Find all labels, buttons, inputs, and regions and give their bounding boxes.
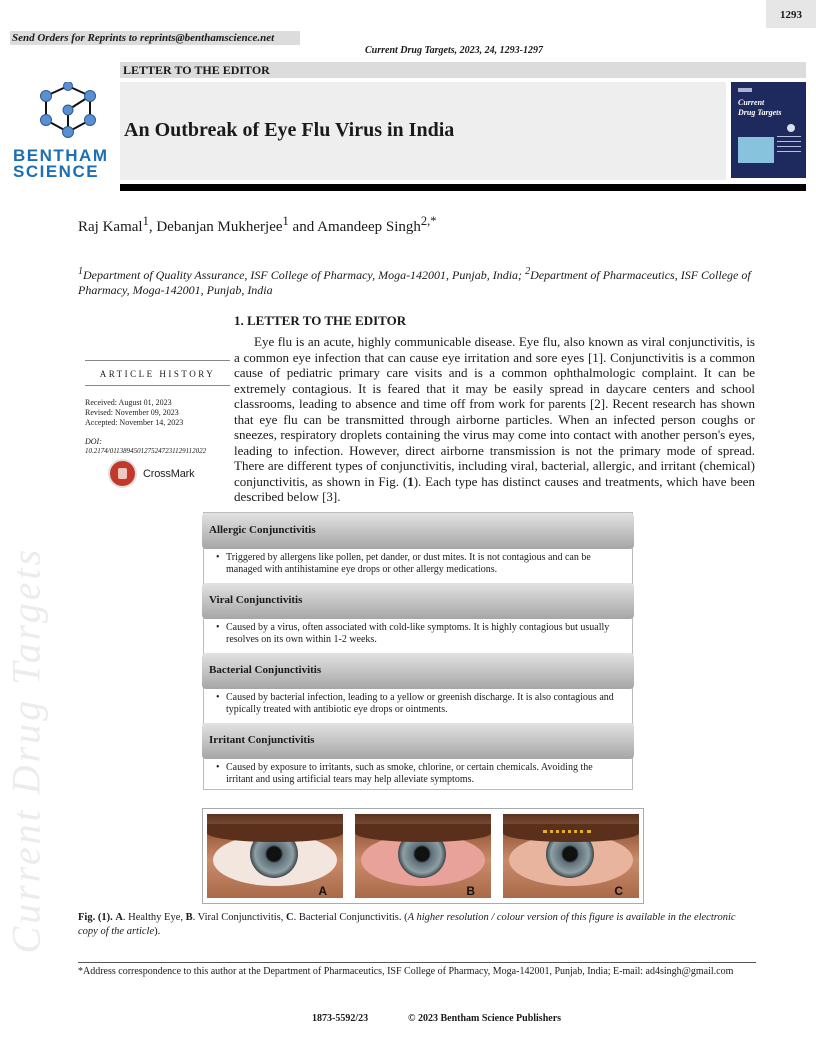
cover-seal	[787, 124, 795, 132]
caption-text: . Healthy Eye,	[122, 912, 186, 923]
conjunctivitis-card	[204, 653, 632, 716]
caption-panel-letter: B	[185, 912, 193, 923]
conjunctivitis-type-heading: Bacterial Conjunctivitis	[202, 653, 634, 689]
header-rule	[120, 184, 806, 191]
logo-wordmark	[13, 148, 117, 180]
affiliation-text: Department of Quality Assurance, ISF College of Pharmacy, Moga-142001, Punjab, India;	[83, 268, 526, 282]
caption-text: ).	[154, 926, 161, 937]
author-name: Amandeep Singh	[317, 219, 421, 235]
eye-photos-figure	[202, 808, 644, 904]
cover-title-line2: Drug Targets	[738, 108, 782, 117]
history-heading: ARTICLE HISTORY	[99, 369, 216, 379]
caption-text: . Bacterial Conjunctivitis. (	[293, 912, 408, 923]
cover-sticker	[738, 88, 752, 92]
conjunctivitis-type-description: • Caused by bacterial infection, leading to a yellow or greenish discharge. It is also contagious and typically treated with antibiotic eye drops or ointments.	[204, 689, 632, 716]
figure-reference[interactable]: 1	[407, 473, 414, 489]
reprints-notice: Send Orders for Reprints to reprints@benthamscience.net	[10, 31, 300, 45]
caption-text: . Viral Conjunctivitis,	[192, 912, 287, 923]
conjunctivitis-type-description: • Caused by a virus, often associated with cold-like symptoms. It is highly contagious but usually resolves on its own within 1-2 weeks.	[204, 619, 632, 646]
footer-issn: 1873-5592/23	[312, 1013, 369, 1024]
conjunctivitis-type-description: • Triggered by allergens like pollen, pet dander, or dust mites. It is not contagious and can be managed with antihistamine eye drops or other allergy medications.	[204, 549, 632, 576]
author-sup: 1	[142, 214, 149, 228]
conjunctivitis-type-heading: Viral Conjunctivitis	[202, 583, 634, 619]
section-heading: 1. LETTER TO THE EDITOR	[234, 313, 407, 328]
affiliations	[78, 264, 758, 298]
revised-date: Revised: November 09, 2023	[85, 408, 179, 417]
logo-line1: BENTHAM	[13, 146, 109, 165]
cover-graphic	[738, 137, 774, 163]
history-dates	[85, 398, 230, 428]
logo-line2: SCIENCE	[13, 162, 100, 181]
footer-copyright: © 2023 Bentham Science Publishers	[408, 1013, 562, 1024]
affiliation-text: Department of Pharmaceutics, ISF College of Pharmacy, Moga-142001, Punjab, India	[78, 268, 751, 297]
panel-label: B	[466, 884, 475, 898]
article-title: An Outbreak of Eye Flu Virus in India	[124, 119, 455, 141]
conjunctivitis-card	[204, 723, 632, 786]
bentham-logo	[10, 82, 114, 182]
conjunctivitis-type-heading: Allergic Conjunctivitis	[202, 513, 634, 549]
eye-photo-bacterial	[503, 814, 639, 898]
journal-volume: 24	[484, 45, 495, 56]
crossmark-icon	[108, 459, 137, 488]
author-list	[78, 214, 436, 236]
journal-cover	[731, 82, 806, 178]
received-date: Received: August 01, 2023	[85, 398, 172, 407]
journal-pages: 1293-1297	[499, 45, 544, 56]
cover-title-line1: Current	[738, 98, 765, 107]
cover-text-lines	[777, 136, 801, 156]
author-name: Debanjan Mukherjee	[156, 219, 283, 235]
author-sup: 1	[282, 214, 289, 228]
article-history	[85, 360, 230, 456]
crossmark-label: CrossMark	[143, 468, 195, 480]
doi-link[interactable]: 10.2174/0113894501275247231129112022	[85, 447, 207, 455]
watermark-text: Current Drug Targets	[3, 546, 49, 954]
caption-panel-letter: A	[115, 912, 123, 923]
history-divider	[85, 385, 230, 386]
panel-label: A	[318, 884, 327, 898]
molecule-icon	[32, 82, 102, 144]
caption-label: Fig. (1).	[78, 912, 113, 923]
journal-watermark	[3, 546, 49, 980]
conjunctivitis-card	[204, 513, 632, 576]
journal-year: 2023	[459, 45, 480, 56]
journal-citation: Current Drug Targets, 2023, 24, 1293-1297	[365, 45, 544, 56]
section-label: LETTER TO THE EDITOR	[120, 62, 806, 78]
eye-photo-healthy	[207, 814, 343, 898]
title-banner	[120, 82, 726, 180]
conjunctivitis-type-description: • Caused by exposure to irritants, such as smoke, chlorine, or certain chemicals. Avoiding the irritant and using artificial tears may help alleviate symptoms.	[204, 759, 632, 786]
conjunctivitis-type-heading: Irritant Conjunctivitis	[202, 723, 634, 759]
caption-note: A higher resolution / colour version of this figure is available in the electronic copy of the article	[78, 912, 736, 937]
author-sup: 2,*	[420, 214, 437, 228]
page-number: 1293	[766, 0, 816, 28]
accepted-date: Accepted: November 14, 2023	[85, 418, 184, 427]
body-paragraph	[234, 334, 755, 505]
affiliation-sup: 1	[78, 266, 83, 277]
affiliation-sup: 2	[525, 266, 531, 277]
body-text-part: ). Each type has distinct causes and treatments, which have been described below [3].	[234, 473, 755, 504]
author-name: Raj Kamal	[78, 219, 143, 235]
panel-label: C	[614, 884, 623, 898]
author-separator: and	[288, 219, 318, 235]
crossmark-button[interactable]	[108, 457, 198, 491]
figure-caption	[78, 911, 756, 939]
caption-panel-letter: C	[286, 912, 294, 923]
eye-photo-viral	[355, 814, 491, 898]
doi-label: DOI:	[85, 437, 102, 446]
correspondence-footnote: *Address correspondence to this author at the Department of Pharmaceutics, ISF College of Pharmacy, Moga-142001, Punjab, India; E-mail: ad4singh@gmail.com	[78, 966, 734, 977]
conjunctivitis-card	[204, 583, 632, 646]
author-separator: ,	[148, 219, 157, 235]
footnote-divider	[78, 962, 756, 963]
body-text-part: Eye flu is an acute, highly communicable disease. Eye flu, also known as viral conjunctivitis, is a common eye infection that can cause eye irritation and sore eyes [1]. Conjunctivitis is a common cause of pediatric primary care visits and is a common ophthalmologic complaint. It can be extremely contagious. It is feared that it may be easily spread in daycare centers and school classrooms, leading to absence and time off from work for parents [2]. Recent research has shown that eye flu can be transmitted through airborne particles. When an infected person coughs or sneezes, respiratory droplets containing the virus may come into contact with another person's eyes, leading to infection. However, direct airborne transmission is not the primary mode of spread. There are different types of conjunctivitis, including viral, bacterial, allergic, and irritant (chemical) conjunctivitis, as shown in Fig. (	[234, 334, 755, 489]
journal-name: Current Drug Targets	[365, 45, 455, 56]
conjunctivitis-types-diagram	[203, 512, 633, 790]
